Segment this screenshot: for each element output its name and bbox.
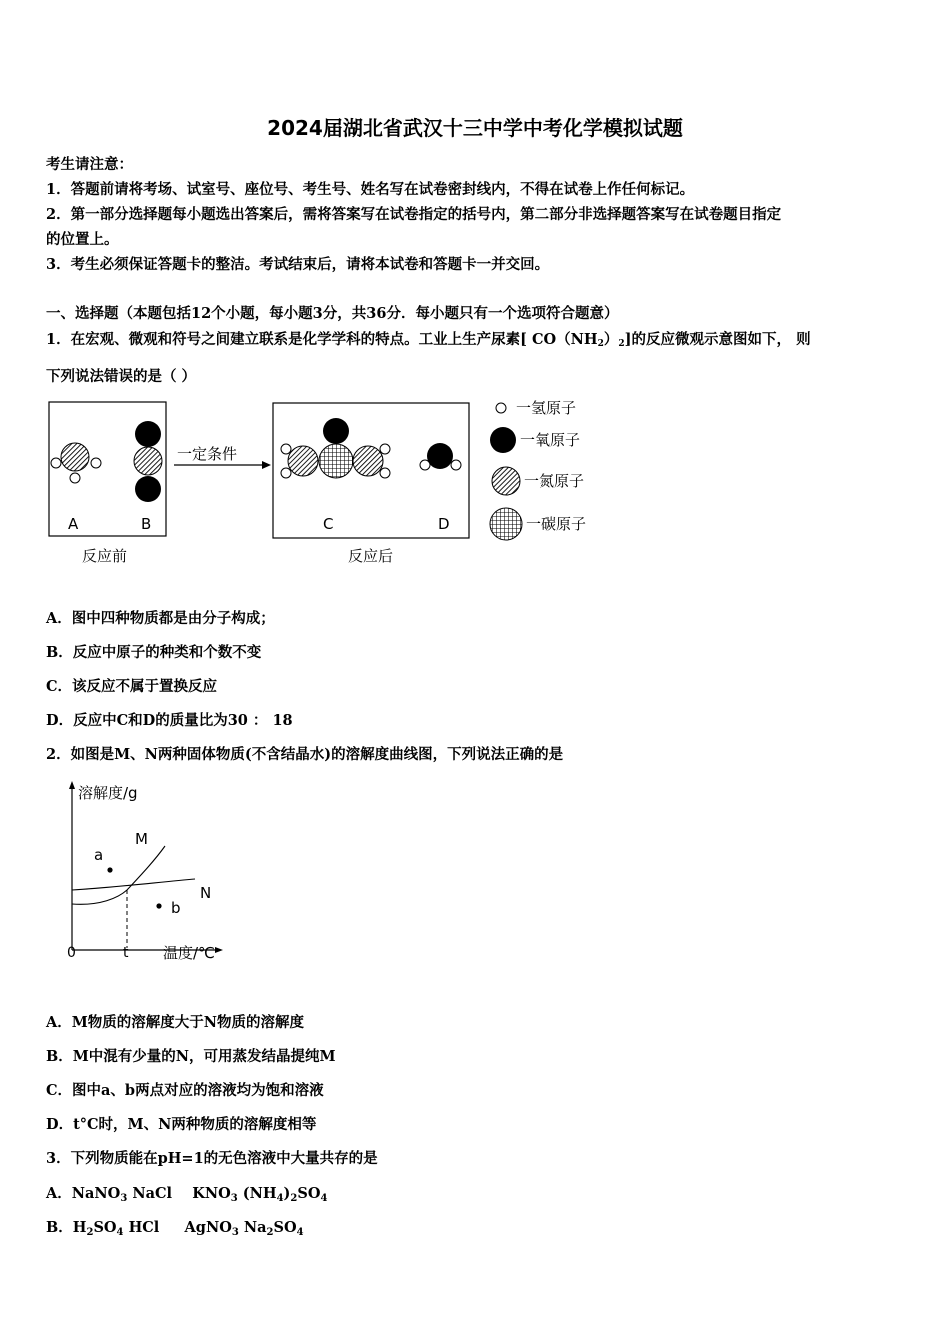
q2-option-d: D．t°C时，M、N两种物质的溶解度相等 <box>46 1116 317 1133</box>
carbon-atom <box>319 444 353 478</box>
molecule-a <box>51 443 101 483</box>
legend-hydrogen: 一氢原子 <box>516 399 577 417</box>
notice-item: 的位置上。 <box>46 231 119 248</box>
hydrogen-atom <box>380 444 390 454</box>
q2-stem: 2．如图是M、N两种固体物质(不含结晶水)的溶解度曲线图，下列说法正确的是 <box>46 746 564 763</box>
q1-option-d: D．反应中C和D的质量比为30 ： 18 <box>46 712 293 729</box>
molecule-d <box>420 443 461 470</box>
q2-option-b: B．M中混有少量的N，可用蒸发结晶提纯M <box>46 1048 336 1065</box>
x-axis-label: 温度/℃ <box>163 944 215 962</box>
legend-carbon: 一碳原子 <box>526 515 587 533</box>
hydrogen-atom <box>281 444 291 454</box>
reaction-diagram <box>40 392 620 574</box>
q3-stem: 3．下列物质能在pH=1的无色溶液中大量共存的是 <box>46 1150 378 1167</box>
molecule-b <box>134 421 162 502</box>
before-label: 反应前 <box>82 547 128 565</box>
q2-option-c: C．图中a、b两点对应的溶液均为饱和溶液 <box>46 1082 324 1099</box>
after-label: 反应后 <box>348 547 394 565</box>
hydrogen-atom <box>380 468 390 478</box>
hydrogen-atom <box>70 473 80 483</box>
nitrogen-legend-icon <box>492 467 520 495</box>
nitrogen-atom <box>353 446 383 476</box>
label-c: C <box>323 515 334 533</box>
nitrogen-atom <box>61 443 89 471</box>
section-heading: 一、选择题（本题包括12个小题，每小题3分，共36分．每小题只有一个选项符合题意） <box>46 305 619 322</box>
page-title: 2024届湖北省武汉十三中学中考化学模拟试题 <box>267 116 683 140</box>
x-axis-arrow-icon <box>215 947 223 953</box>
point-a-label: a <box>94 846 104 864</box>
t-label: t <box>123 945 129 961</box>
notice-heading: 考生请注意： <box>46 156 133 173</box>
hydrogen-atom <box>281 468 291 478</box>
oxygen-atom <box>135 421 161 447</box>
q1-stem: 1．在宏观、微观和符号之间建立联系是化学学科的特点。工业上生产尿素[ $CO(NH_2)_2$]的反应微观示意图如下， 则 <box>46 331 811 349</box>
q3-option-b: B．$H_2SO_4$ HCl AgNO$_3$ $Na_2SO_4$ <box>46 1219 304 1238</box>
y-axis-arrow-icon <box>69 781 75 789</box>
legend-nitrogen: 一氮原子 <box>524 472 585 490</box>
hydrogen-atom <box>451 460 461 470</box>
notice-item: 3．考生必须保证答题卡的整洁。考试结束后，请将本试卷和答题卡一并交回。 <box>46 256 550 273</box>
carbon-atom <box>134 447 162 475</box>
nitrogen-atom <box>288 446 318 476</box>
q2-option-a: A．M物质的溶解度大于N物质的溶解度 <box>46 1014 305 1031</box>
arrow-text: 一定条件 <box>177 445 238 463</box>
label-d: D <box>438 515 450 533</box>
oxygen-atom <box>323 418 349 444</box>
label-b: B <box>141 515 152 533</box>
oxygen-atom <box>135 476 161 502</box>
point-b-label: b <box>171 899 181 917</box>
q1-option-c: C．该反应不属于置换反应 <box>46 678 218 695</box>
oxygen-atom <box>427 443 453 469</box>
notice-item: 1．答题前请将考场、试室号、座位号、考生号、姓名写在试卷密封线内，不得在试卷上作任何标记。 <box>46 181 695 198</box>
q1-stem-line2: 下列说法错误的是（ ） <box>46 368 197 385</box>
legend <box>490 403 522 540</box>
molecule-c <box>281 418 390 478</box>
label-a: A <box>68 515 79 533</box>
carbon-legend-icon <box>490 508 522 540</box>
legend-oxygen: 一氧原子 <box>520 431 581 449</box>
point-b-marker <box>156 903 161 908</box>
q3-option-a: A．NaNO$_3$ NaCl $KNO_3$ $(NH_4)_2SO_4$ <box>46 1185 328 1204</box>
curve-n <box>72 879 195 890</box>
curve-m-label: M <box>135 830 148 848</box>
curve-n-label: N <box>200 884 212 902</box>
hydrogen-legend-icon <box>496 403 506 413</box>
q1-option-a: A．图中四种物质都是由分子构成； <box>46 610 275 627</box>
point-a-marker <box>107 867 112 872</box>
q1-option-b: B．反应中原子的种类和个数不变 <box>46 644 262 661</box>
curve-m <box>72 846 165 904</box>
notice-item: 2．第一部分选择题每小题选出答案后，需将答案写在试卷指定的括号内，第二部分非选择题答案写在试卷题目指定 <box>46 206 782 223</box>
arrow-head-icon <box>262 461 271 469</box>
y-axis-label: 溶解度/g <box>78 784 138 802</box>
solubility-graph <box>60 778 230 968</box>
oxygen-legend-icon <box>490 427 516 453</box>
hydrogen-atom <box>91 458 101 468</box>
origin-label: 0 <box>67 945 76 961</box>
hydrogen-atom <box>51 458 61 468</box>
